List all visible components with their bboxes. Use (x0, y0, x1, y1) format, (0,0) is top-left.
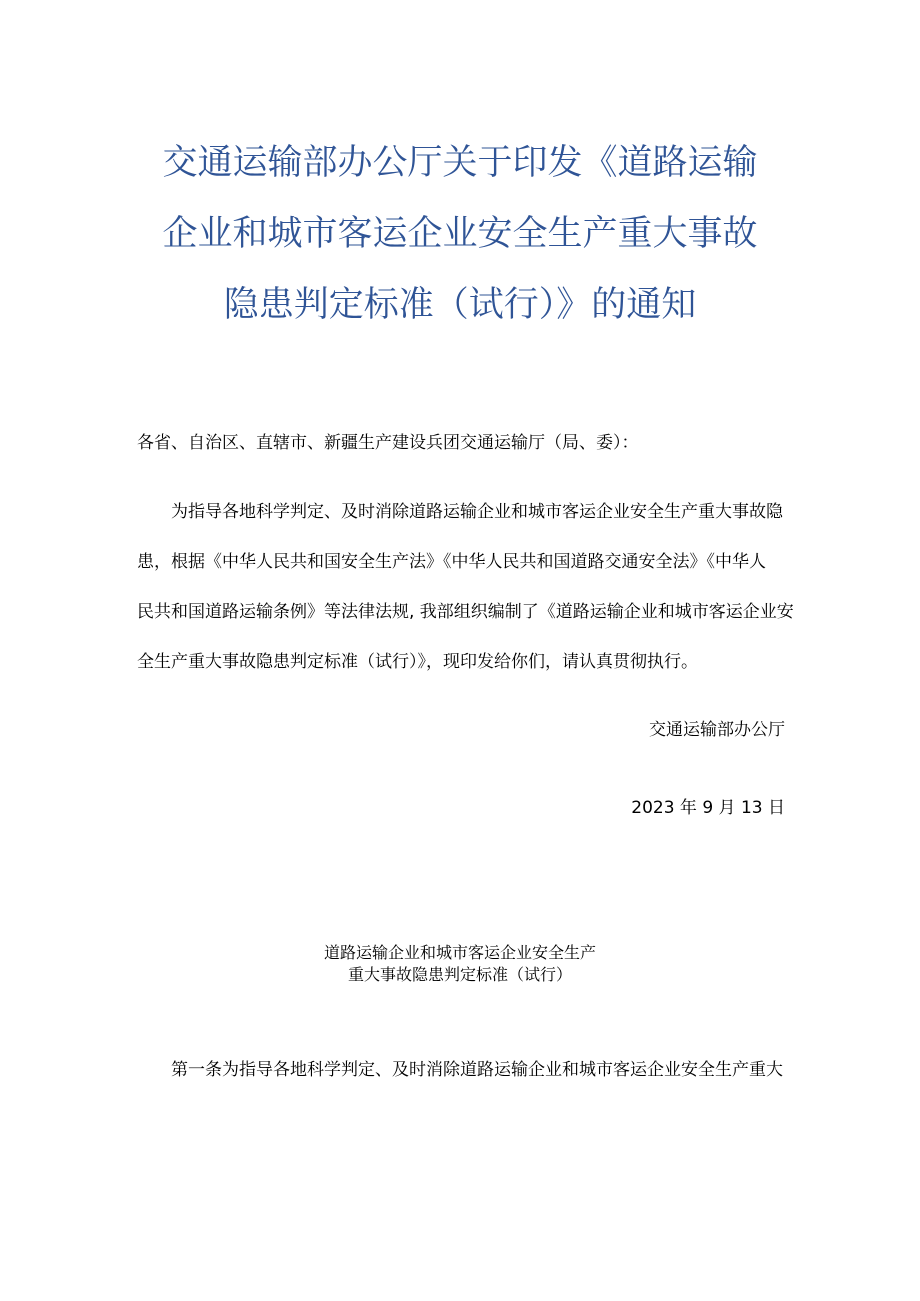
standard-title-line: 道路运输企业和城市客运企业安全生产 (323, 943, 596, 962)
body-line: 民共和国道路运输条例》等法律法规, 我部组织编制了《道路运输企业和城市客运企业安 (137, 602, 794, 622)
notice-title (110, 128, 810, 341)
salutation: 各省、自治区、直辖市、新疆生产建设兵团交通运输厅（局、委）： (137, 433, 639, 453)
standard-title (160, 942, 760, 986)
body-line: 全生产重大事故隐患判定标准（试行）》，现印发给你们，请认真贯彻执行。 (137, 652, 698, 672)
body-paragraph (137, 500, 794, 700)
issuer-signature: 交通运输部办公厅 (649, 720, 785, 740)
notice-title-line: 企业和城市客运企业安全生产重大事故 (162, 214, 758, 254)
issue-date: 2023 年 9 月 13 日 (631, 798, 785, 818)
article-one: 第一条为指导各地科学判定、及时消除道路运输企业和城市客运企业安全生产重大 (171, 1060, 783, 1080)
standard-title-line: 重大事故隐患判定标准（试行） (347, 965, 572, 984)
notice-title-line: 隐患判定标准（试行）》的通知 (223, 285, 697, 325)
notice-title-line: 交通运输部办公厅关于印发《道路运输 (162, 143, 758, 183)
body-line: 患，根据《中华人民共和国安全生产法》《中华人民共和国道路交通安全法》《中华人 (137, 552, 766, 572)
body-line: 为指导各地科学判定、及时消除道路运输企业和城市客运企业安全生产重大事故隐 (171, 502, 783, 522)
